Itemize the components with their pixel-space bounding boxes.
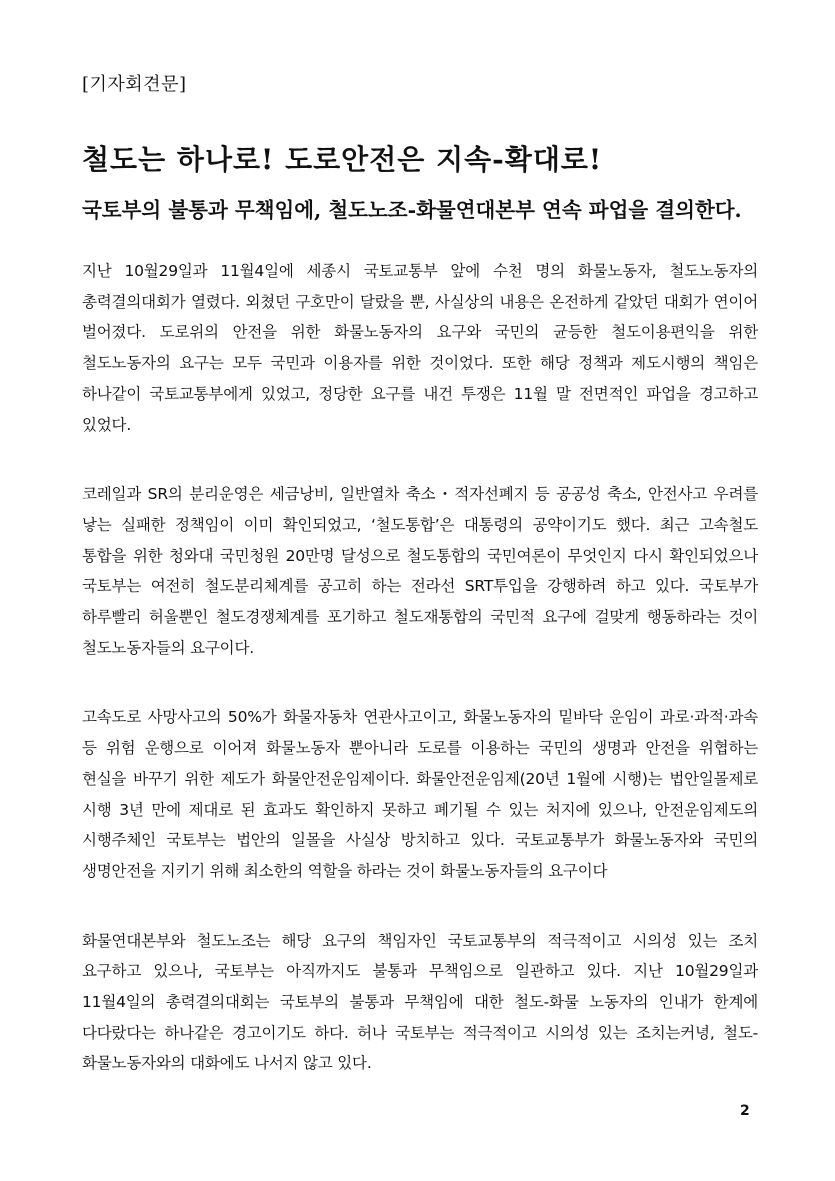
page-title: 철도는 하나로! 도로안전은 지속-확대로! (82, 143, 603, 176)
document-body (82, 256, 758, 1118)
body-paragraph: 지난 10월29일과 11월4일에 세종시 국토교통부 앞에 수천 명의 화물노동자, 철도노동자의 총력결의대회가 열렸다. 외쳤던 구호만이 달랐을 뿐, 사실상의 내용은 온전하게 같았던 대회가 연이어 벌어졌다. 도로위의 안전을 위한 화물노동자의 요구와 국민의 균등한 철도이용편익을 위한 철도노동자의 요구는 모두 국민과 이용자를 위한 것이었다. 또한 해당 정책과 제도시행의 책임은 하나같이 국토교통부에게 있었고, 정당한 요구를 내건 투쟁은 11월 말 전면적인 파업을 경고하고 있었다. (82, 262, 758, 434)
body-paragraph: 코레일과 SR의 분리운영은 세금낭비, 일반열차 축소・적자선폐지 등 공공성 축소, 안전사고 우려를 낳는 실패한 정책임이 이미 확인되었고, ‘철도통합’은 대통령의 공약이기도 했다. 최근 고속철도 통합을 위한 청와대 국민청원 20만명 달성으로 철도통합의 국민여론이 무엇인지 다시 확인되었으나 국토부는 여전히 철도분리체계를 공고히 하는 전라선 SRT투입을 강행하려 하고 있다. 국토부가 하루빨리 허울뿐인 철도경쟁체계를 포기하고 철도재통합의 국민적 요구에 걸맞게 행동하라는 것이 철도노동자들의 요구이다. (82, 485, 758, 657)
page-number: 2 (740, 1103, 750, 1119)
document-tag: [기자회견문] (82, 74, 187, 95)
body-paragraph: 화물연대본부와 철도노조는 해당 요구의 책임자인 국토교통부의 적극적이고 시의성 있는 조치 요구하고 있으나, 국토부는 아직까지도 불통과 무책임으로 일관하고 있다. 지난 10월29일과 11월4일의 총력결의대회는 국토부의 불통과 무책임에 대한 철도-화물 노동자의 인내가 한계에 다다랐다는 하나같은 경고이기도 하다. 허나 국토부는 적극적이고 시의성 있는 조치는커녕, 철도-화물노동자와의 대화에도 나서지 않고 있다. (82, 931, 758, 1073)
body-paragraph: 고속도로 사망사고의 50%가 화물자동차 연관사고이고, 화물노동자의 밑바닥 운임이 과로·과적·과속 등 위험 운행으로 이어져 화물노동자 뿐아니라 도로를 이용하는 국민의 생명과 안전을 위협하는 현실을 바꾸기 위한 제도가 화물안전운임제이다. 화물안전운임제(20년 1월에 시행)는 법안일몰제로 시행 3년 만에 제대로 된 효과도 확인하지 못하고 폐기될 수 있는 처지에 있으나, 안전운임제도의 시행주체인 국토부는 법안의 일몰을 사실상 방치하고 있다. 국토교통부가 화물노동자와 국민의 생명안전을 지키기 위해 최소한의 역할을 하라는 것이 화물노동자들의 요구이다 (82, 708, 758, 880)
page-subtitle: 국토부의 불통과 무책임에, 철도노조-화물연대본부 연속 파업을 결의한다. (82, 198, 742, 222)
